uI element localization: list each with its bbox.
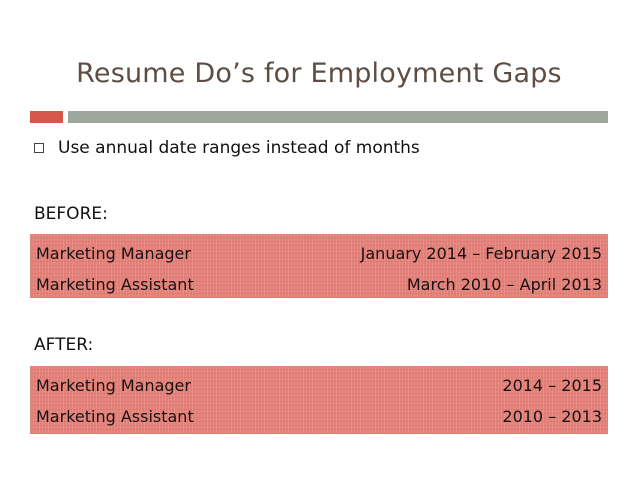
job-title: Marketing Assistant: [36, 407, 194, 426]
after-label: AFTER:: [34, 335, 94, 355]
before-row: [36, 269, 602, 300]
after-row: [36, 370, 602, 401]
job-title: Marketing Manager: [36, 244, 191, 263]
job-title: Marketing Assistant: [36, 275, 194, 294]
job-dates: March 2010 – April 2013: [406, 275, 602, 294]
square-bullet-icon: [34, 143, 44, 153]
title-rule-accent: [30, 111, 63, 123]
before-row: [36, 238, 602, 269]
title-rule-bar: [68, 111, 608, 123]
slide-title: Resume Do’s for Employment Gaps: [76, 58, 562, 89]
job-dates: January 2014 – February 2015: [360, 244, 602, 263]
bullet-item: [34, 138, 420, 158]
job-dates: 2010 – 2013: [502, 407, 602, 426]
before-label: BEFORE:: [34, 204, 108, 224]
bullet-text: Use annual date ranges instead of months: [58, 138, 420, 158]
job-dates: 2014 – 2015: [502, 376, 602, 395]
before-block: [30, 234, 608, 298]
after-row: [36, 401, 602, 432]
job-title: Marketing Manager: [36, 376, 191, 395]
after-block: [30, 366, 608, 434]
